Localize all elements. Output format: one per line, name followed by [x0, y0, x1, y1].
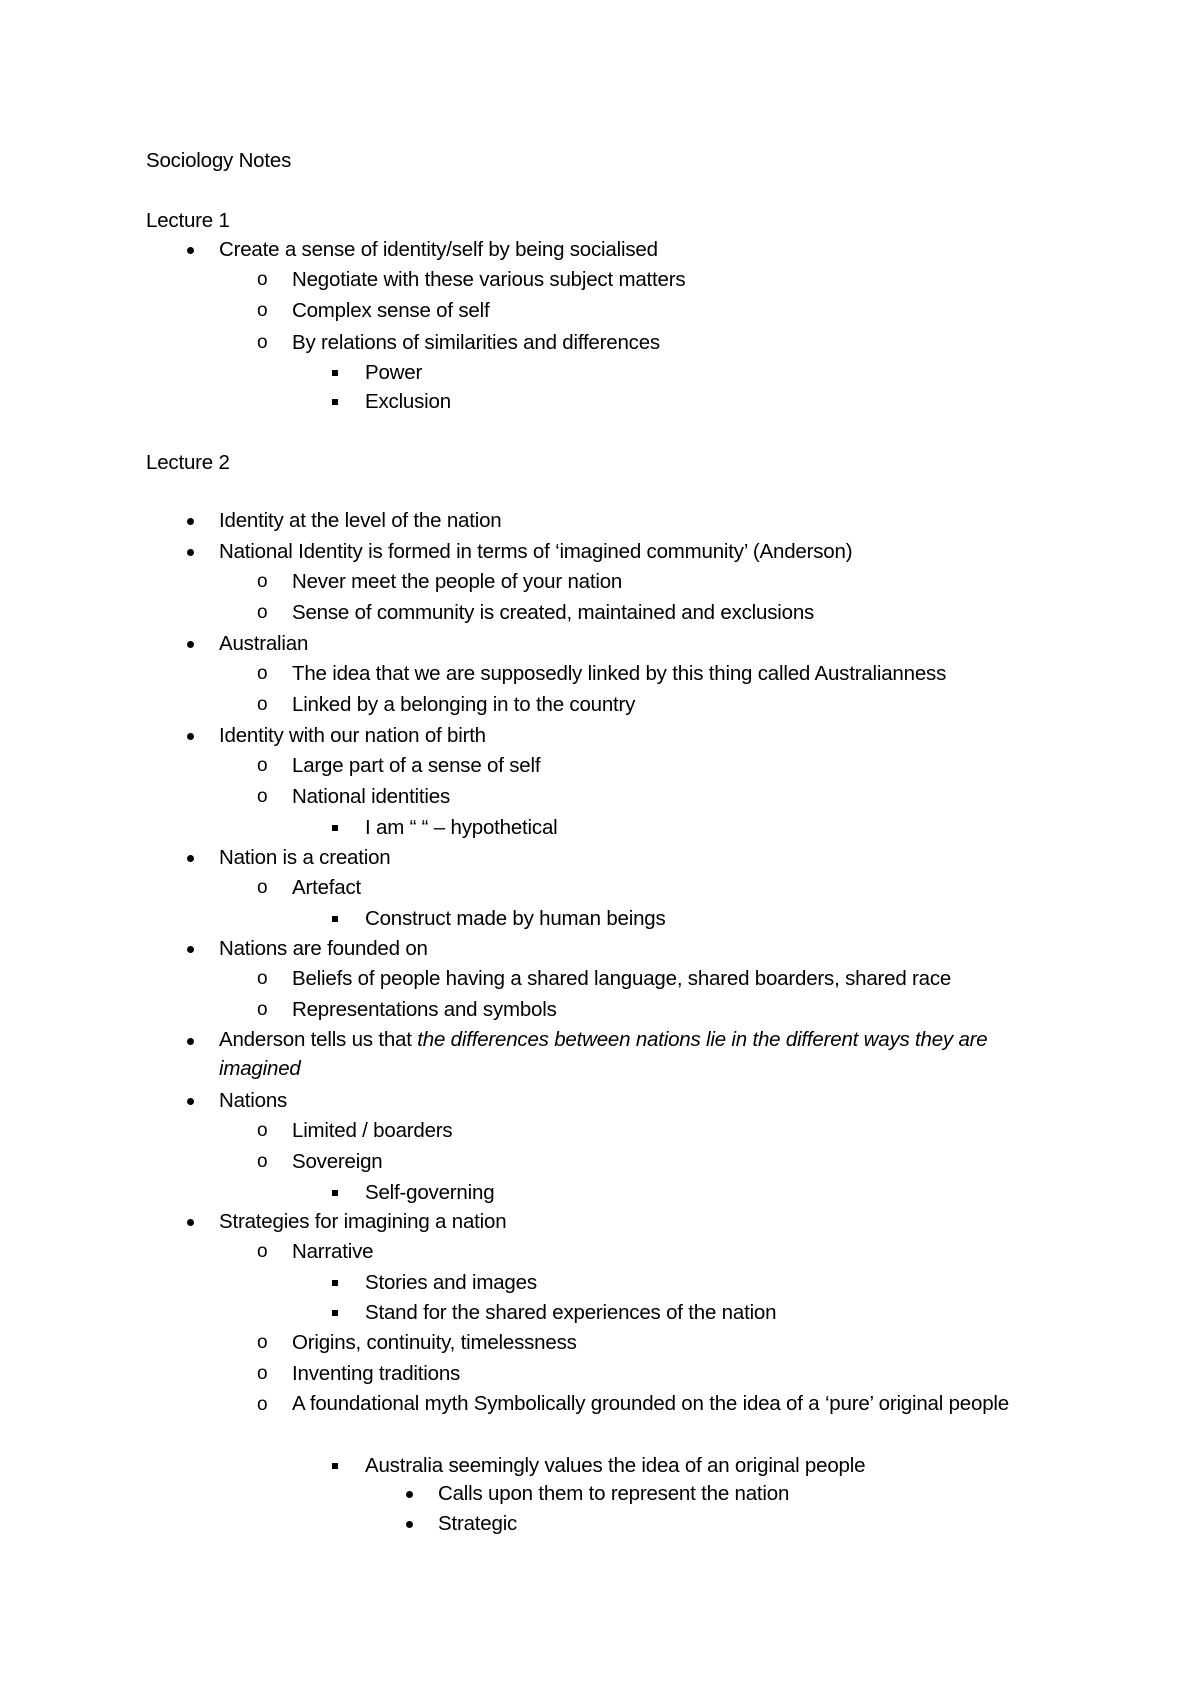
bullet-square [332, 1190, 338, 1196]
bullet-circle: o [257, 786, 268, 807]
list-item: Australia seemingly values the idea of an original people [365, 1454, 866, 1477]
list-item: Strategic [438, 1512, 518, 1535]
bullet-disc [187, 855, 194, 862]
bullet-circle: o [257, 1363, 268, 1384]
bullet-square [332, 825, 338, 831]
list-item: Calls upon them to represent the nation [438, 1482, 790, 1505]
list-item: Nation is a creation [219, 846, 391, 869]
bullet-square [332, 1463, 338, 1469]
bullet-square [332, 916, 338, 922]
list-item: Stories and images [365, 1271, 537, 1294]
bullet-circle: o [257, 999, 268, 1020]
anderson-italic-text: the differences between nations lie in the different ways they are imagined [219, 1028, 988, 1080]
list-item: Narrative [292, 1240, 374, 1263]
bullet-disc [187, 1098, 194, 1105]
bullet-circle: o [257, 1332, 268, 1353]
bullet-circle: o [257, 663, 268, 684]
list-item: Power [365, 361, 423, 384]
bullet-circle: o [257, 269, 268, 290]
list-item: Large part of a sense of self [292, 754, 541, 777]
list-item: Identity at the level of the nation [219, 509, 502, 532]
list-item: Negotiate with these various subject matters [292, 268, 686, 291]
bullet-disc [187, 549, 194, 556]
list-item: By relations of similarities and differences [292, 331, 660, 354]
list-item-anderson [219, 1025, 1039, 1083]
bullet-circle: o [257, 968, 268, 989]
bullet-disc [187, 641, 194, 648]
bullet-disc [187, 946, 194, 953]
list-item: Linked by a belonging in to the country [292, 693, 636, 716]
bullet-circle: o [257, 571, 268, 592]
bullet-circle: o [257, 1394, 268, 1415]
list-item: Construct made by human beings [365, 907, 666, 930]
bullet-disc [187, 733, 194, 740]
list-item: The idea that we are supposedly linked by this thing called Australianness [292, 662, 947, 685]
bullet-square [332, 1310, 338, 1316]
list-item: Australian [219, 632, 309, 655]
bullet-circle: o [257, 1151, 268, 1172]
bullet-disc [187, 1038, 194, 1045]
bullet-disc [406, 1491, 413, 1498]
bullet-disc [187, 518, 194, 525]
list-item: National Identity is formed in terms of ‘imagined community’ (Anderson) [219, 540, 853, 563]
list-item: Sovereign [292, 1150, 383, 1173]
list-item: Self-governing [365, 1181, 495, 1204]
document-title: Sociology Notes [146, 149, 292, 172]
bullet-disc [187, 247, 194, 254]
list-item: Create a sense of identity/self by being socialised [219, 238, 658, 261]
bullet-circle: o [257, 1241, 268, 1262]
bullet-square [332, 399, 338, 405]
list-item: A foundational myth Symbolically grounded on the idea of a ‘pure’ original people [292, 1392, 1009, 1415]
list-item: Never meet the people of your nation [292, 570, 623, 593]
list-item: Complex sense of self [292, 299, 490, 322]
bullet-circle: o [257, 694, 268, 715]
list-item: Origins, continuity, timelessness [292, 1331, 577, 1354]
list-item: Exclusion [365, 390, 451, 413]
bullet-disc [187, 1219, 194, 1226]
bullet-circle: o [257, 877, 268, 898]
lecture-2-heading: Lecture 2 [146, 451, 230, 474]
list-item: Strategies for imagining a nation [219, 1210, 507, 1233]
list-item: Identity with our nation of birth [219, 724, 486, 747]
bullet-circle: o [257, 332, 268, 353]
anderson-plain-text: Anderson tells us that [219, 1028, 418, 1051]
list-item: National identities [292, 785, 451, 808]
list-item: Sense of community is created, maintained and exclusions [292, 601, 815, 624]
bullet-square [332, 1280, 338, 1286]
list-item: Nations [219, 1089, 288, 1112]
list-item: Artefact [292, 876, 362, 899]
list-item: Inventing traditions [292, 1362, 461, 1385]
list-item: Stand for the shared experiences of the nation [365, 1301, 777, 1324]
list-item: I am “ “ – hypothetical [365, 816, 558, 839]
list-item: Nations are founded on [219, 937, 428, 960]
list-item: Representations and symbols [292, 998, 557, 1021]
bullet-circle: o [257, 755, 268, 776]
bullet-circle: o [257, 1120, 268, 1141]
lecture-1-heading: Lecture 1 [146, 209, 230, 232]
bullet-circle: o [257, 602, 268, 623]
list-item: Limited / boarders [292, 1119, 453, 1142]
list-item: Beliefs of people having a shared language, shared boarders, shared race [292, 967, 952, 990]
bullet-square [332, 370, 338, 376]
bullet-circle: o [257, 300, 268, 321]
bullet-disc [406, 1521, 413, 1528]
